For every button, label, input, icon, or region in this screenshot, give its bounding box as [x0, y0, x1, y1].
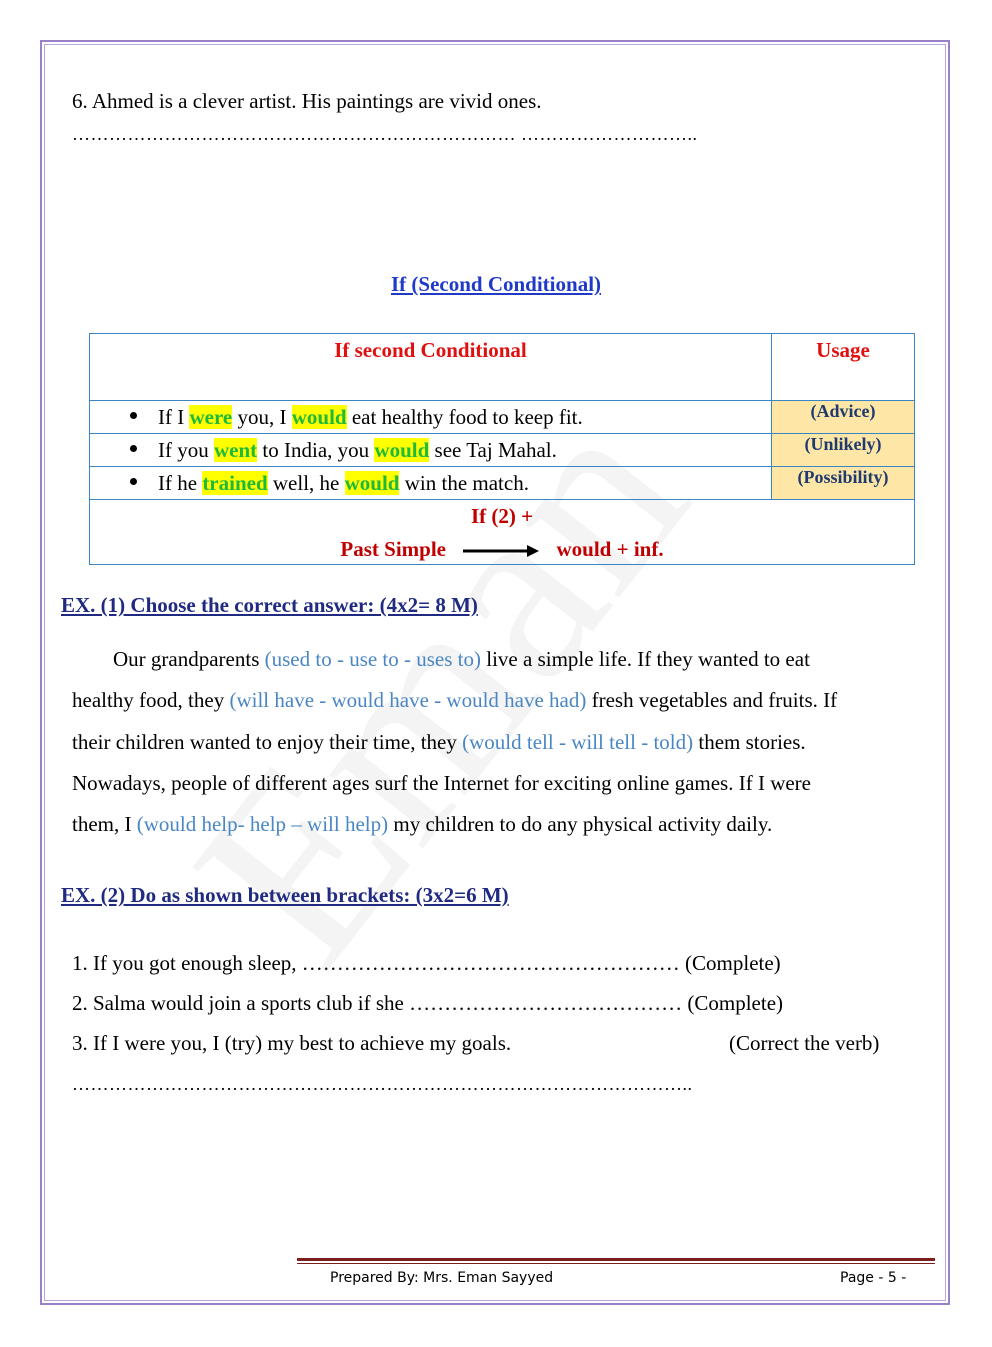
ex1-line-1: Our grandparents (used to - use to - uses to) live a simple life. If they wanted to eat [113, 647, 810, 671]
footer-page-number: Page - 5 - [840, 1270, 907, 1286]
ex1-line-2: healthy food, they (will have - would have - would have had) fresh vegetables and fruits. If [72, 688, 838, 712]
example-sentence: If he trained well, he would win the match. [158, 470, 529, 495]
answer-line-6: ……………………………………………………………… ……………………….. [72, 124, 698, 144]
footer-prepared-by: Prepared By: Mrs. Eman Sayyed [330, 1270, 554, 1286]
example-sentence: If I were you, I would eat healthy food to keep fit. [158, 404, 583, 429]
formula-left: Past Simple [340, 537, 446, 561]
bullet-icon [130, 445, 137, 452]
page-border [40, 40, 950, 1305]
formula-right: would + inf. [556, 537, 664, 561]
ex2-question-3-instruction: (Correct the verb) [729, 1031, 880, 1055]
question-6: 6. Ahmed is a clever artist. His paintings are vivid ones. [72, 89, 542, 113]
table-row [90, 467, 915, 500]
ex2-answer-line: ……………………………………………………………………………………….. [72, 1074, 693, 1094]
usage-label: (Advice) [772, 401, 915, 434]
ex2-heading: EX. (2) Do as shown between brackets: (3x2=6 M) [61, 883, 509, 907]
bullet-icon [130, 412, 137, 419]
table-header-main: If second Conditional [90, 334, 772, 401]
choice-options[interactable]: (used to - use to - uses to) [264, 647, 482, 671]
usage-label: (Unlikely) [772, 434, 915, 467]
ex2-question-3: 3. If I were you, I (try) my best to achieve my goals. [72, 1031, 512, 1055]
formula-cell [90, 500, 915, 565]
choice-options[interactable]: (will have - would have - would have had) [229, 688, 587, 712]
formula-top: If (2) + [470, 504, 534, 528]
choice-options[interactable]: (would tell - will tell - told) [462, 730, 694, 754]
ex2-question-1: 1. If you got enough sleep, ……………………………………………… (Complete) [72, 951, 781, 975]
ex1-line-4: Nowadays, people of different ages surf the Internet for exciting online games. If I were [72, 771, 811, 795]
ex1-line-3: their children wanted to enjoy their time, they (would tell - will tell - told) them stories. [72, 730, 806, 754]
ex1-line-5: them, I (would help- help – will help) my children to do any physical activity daily. [72, 812, 773, 836]
section-title: If (Second Conditional) [390, 272, 602, 296]
ex1-heading: EX. (1) Choose the correct answer: (4x2= 8 M) [61, 593, 478, 617]
footer-rule-thin [297, 1263, 935, 1264]
choice-options[interactable]: (would help- help – will help) [136, 812, 389, 836]
table-header-usage: Usage [772, 334, 915, 401]
arrow-right-icon [461, 544, 541, 558]
conditional-table [89, 333, 915, 565]
table-row [90, 434, 915, 467]
table-row [90, 401, 915, 434]
example-sentence: If you went to India, you would see Taj Mahal. [158, 437, 557, 462]
bullet-icon [130, 478, 137, 485]
usage-label: (Possibility) [772, 467, 915, 500]
footer-rule [297, 1258, 935, 1261]
ex2-question-2: 2. Salma would join a sports club if she ………………………………… (Complete) [72, 991, 784, 1015]
